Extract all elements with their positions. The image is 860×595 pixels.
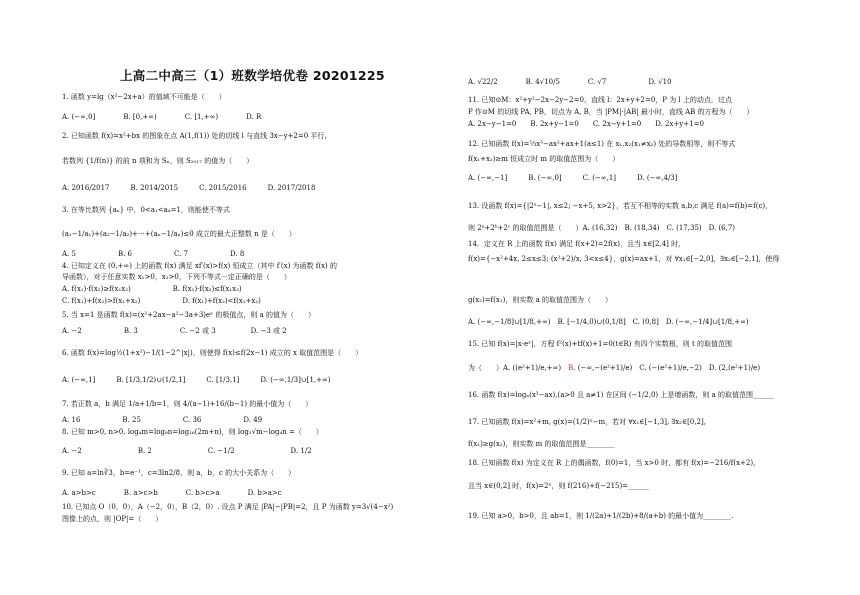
answer-options: A. (−∞,0] B. [0,+∞) C. [1,+∞) D. R (62, 113, 262, 121)
answer-options: A. f(x₁)·f(x₂)≥f(x₁x₂) B. f(x₁)·f(x₂)≤f(x₁x₂) (62, 285, 242, 293)
question-line: 为（ ）A. ((e²+1)/e,+∞) B. (−∞,−(e²+1)/e) C. (−(e²+1)/e,−2) D. (2,(e²+1)/e) (468, 364, 761, 372)
question-line: 则 2ᵃ+2ᵇ+2ᶜ 的取值范围是（ ）A. (16,32) B. (18,34) C. (17,35) D. (6,7) (468, 224, 736, 232)
question-line: 导函数），对于任意实数 x₁>0，x₂>0，下列不等式一定正确的是（ ） (62, 273, 291, 281)
question-line: 19. 已知 a>0，b>0，且 ab=1，则 1/(2a)+1/(2b)+8/(a+b) 的最小值为________. (468, 512, 734, 520)
question-line: 5. 当 x=1 是函数 f(x)=(x²+2ax−a²−3a+3)eˣ 的极值点，则 a 的值为（ ） (62, 311, 315, 319)
question-line: 18. 已知函数 f(x) 为定义在 R 上的偶函数，f(0)=1，当 x>0 时，都有 f(x)=−216/f(x+2)， (468, 459, 761, 467)
answer-options: A. 2x−y−1=0 B. 2x+y−1=0 C. 2x−y+1=0 D. 2x+y+1=0 (468, 120, 704, 128)
answer-options: A. −2 B. 2 C. −1/2 D. 1/2 (62, 447, 312, 455)
question-line: 图像上的点，则 |OP|=（ ） (62, 515, 163, 523)
highlighted-option-marker: B (568, 364, 574, 372)
question-line: 11. 已知⊙M：x²+y²−2x−2y−2=0，直线 l：2x+y+2=0，P 为 l 上的动点，过点 (468, 96, 732, 104)
page-title: 上高二中高三（1）班数学培优卷 20201225 (120, 68, 385, 83)
question-line: 且当 x∈(0,2] 时，f(x)=2ˣ，则 f(216)+f(−215)=______ (468, 482, 650, 490)
question-line: 12. 已知函数 f(x)=⅓x³−ax²+ax+1(a≤1) 在 x₁,x₂(x₁≠x₂) 处的导数相等，则不等式 (468, 140, 736, 148)
question-line: P 作⊙M 的切线 PA, PB，切点为 A, B，当 |PM|·|AB| 最小时，直线 AB 的方程为（ ） (468, 108, 754, 116)
answer-options: A. 2016/2017 B. 2014/2015 C. 2015/2016 D. 2017/2018 (62, 184, 316, 192)
answer-options: A. (−∞,−1/8]∪[1/8,+∞) B. [−1/4,0)∪(0,1/8] C. (0,8] D. (−∞,−1/4]∪[1/8,+∞) (468, 318, 749, 326)
question-line: 13. 设函数 f(x)={|2ˣ−1|, x≤2; −x+5, x>2}，若互不相等的实数 a,b,c 满足 f(a)=f(b)=f(c)， (468, 202, 773, 210)
question-line: 2. 已知函数 f(x)=x²+bx 的图象在点 A(1,f(1)) 处的切线 l 与直线 3x−y+2=0 平行, (62, 132, 327, 140)
answer-options: A. −2 B. 3 C. −2 或 3 D. −3 或 2 (62, 327, 287, 335)
question-line: f(x₁+x₂)≥m 恒成立时 m 的取值范围为（ ） (468, 155, 620, 163)
question-line: 14．定义在 R 上的函数 f(x) 满足 f(x+2)=2f(x)，且当 x∈[2,4] 时， (468, 240, 686, 248)
answer-options: A. (−∞,1] B. [1/3,1/2)∪(1/2,1] C. [1/3,1] D. (−∞,1/3]∪[1,+∞) (62, 376, 331, 384)
answer-options: A. 5 B. 6 C. 7 D. 8 (62, 250, 245, 258)
question-line: 3. 在等比数列 {aₙ} 中，0<a₁<a₄=1，则能使不等式 (62, 206, 230, 214)
question-line: (a₁−1/a₁)+(a₂−1/a₂)+⋯+(aₙ−1/aₙ)≤0 成立的最大正整数 n 是（ ） (62, 230, 296, 238)
question-line: 10. 已知点 O（0，0），A（−2，0），B（2，0）. 设点 P 满足 |PA|−|PB|=2，且 P 为函数 y=3√(4−x²) (62, 503, 394, 511)
question-line: 7. 若正数 a，b 满足 1/a+1/b=1，则 4/(a−1)+16/(b−1) 的最小值为（ ） (62, 400, 313, 408)
question-line: 1. 函数 y=lg（x²−2x+a）的值域不可能是（ ） (62, 93, 226, 101)
answer-options: C. f(x₁)+f(x₂)>f(x₁+x₂) D. f(x₁)+f(x₂)<f(x₁+x₂) (62, 297, 261, 305)
question-line: 8. 已知 m>0, n>0, log₄m=log₈n=log₁₆(2m+n)，则 log₂√m−log₄n =（ ） (62, 428, 323, 436)
answer-options: A. 16 B. 25 C. 36 D. 49 (62, 416, 263, 424)
question-line: f(x₁)≥g(x₂)，则实数 m 的取值范围是________ (468, 440, 615, 448)
question-line: 6. 函数 f(x)=log½(1+x²)−1/(1−2^|x|)，则使得 f(x)≤f(2x−1) 成立的 x 取值范围是（ ） (62, 349, 363, 357)
question-line: 17. 已知函数 f(x)=x²+m, g(x)=(1/2)ˣ−m，若对 ∀x₁∈[−1,3], ∃x₂∈[0,2], (468, 418, 706, 426)
question-line: 4. 已知定义在 (0,+∞) 上的函数 f(x) 满足 xf′(x)>f(x) 恒成立（其中 f′(x) 为函数 f(x) 的 (62, 262, 337, 270)
answer-options: A. a>b>c B. a>c>b C. b>c>a D. b>a>c (62, 489, 282, 497)
answer-options: A. (−∞,−1] B. (−∞,0] C. (−∞,1] D. (−∞,4/3] (468, 174, 678, 182)
question-line: 16. 函数 f(x)=logₐ(x³−ax),(a>0 且 a≠1) 在区间 (−1/2,0) 上是增函数，则 a 的取值范围______ (468, 391, 774, 399)
answer-options: A. √22/2 B. 4√10/5 C. √7 D. √10 (468, 78, 672, 86)
question-line: 若数列 {1/f(n)} 的前 n 项和为 Sₙ，则 S₂₀₁₇ 的值为（ ） (62, 157, 254, 165)
question-line: f(x)={−x²+4x, 2≤x≤3; (x²+2)/x, 3<x≤4}，g(x)=ax+1，对 ∀x₁∈[−2,0]，∃x₂∈[−2,1]，使得 (468, 255, 780, 263)
question-line: 15. 已知 f(x)=|x·eˣ|，方程 f²(x)+tf(x)+1=0(t∈R) 有四个实数根，则 t 的取值范围 (468, 340, 733, 348)
question-line: 9. 已知 a=ln∛3，b=e⁻¹，c=3ln2/8，则 a，b，c 的大小关系为（ ） (62, 469, 296, 477)
question-line: g(x₂)=f(x₁)，则实数 a 的取值范围为（ ） (468, 296, 612, 304)
